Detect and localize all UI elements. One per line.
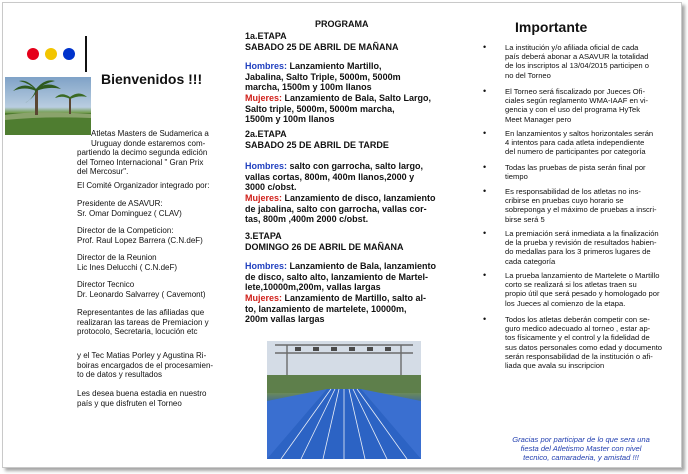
farewell-line: Les desea buena estadia en nuestro: [77, 389, 207, 398]
bullet-line: liada que avala su inscripcion: [505, 361, 605, 371]
bullet-line: guro medico adecuado al torneo , estar ap-: [505, 324, 651, 334]
bullet-line: tos físicamente y el control y la fidelidad de: [505, 333, 650, 343]
welcome-column: [3, 3, 235, 467]
president-role: Presidente de ASAVUR:: [77, 199, 163, 208]
women-label: Mujeres:: [245, 193, 283, 203]
bullet-item: [479, 187, 679, 224]
athletics-track-photo: [267, 341, 421, 459]
men-events: marcha, 1500m y 100m llanos: [245, 82, 372, 93]
meeting-director-block: [77, 253, 233, 272]
intro-line: del Torneo Internacional " Gran Prix: [77, 157, 204, 167]
women-events: Lanzamiento de Martillo, salto al-: [282, 293, 427, 303]
bullet-line: do medallas para los 3 primeros lugares de: [505, 247, 651, 257]
men-events: lete,10000m,200m, vallas largas: [245, 282, 381, 293]
women-events: de jabalina, salto con garrocha, vallas cor-: [245, 203, 427, 214]
men-events: Lanzamiento Martillo,: [287, 61, 382, 71]
technicians-block: [77, 351, 233, 380]
technicians-line: y el Tec Matias Porley y Agustina Ri-: [77, 351, 207, 360]
bullet-item: [479, 163, 679, 181]
women-label: Mujeres:: [245, 93, 283, 103]
stage-2-women: [245, 193, 455, 225]
color-dots: [27, 47, 81, 61]
representatives-line: realizaran las tareas de Premiacion y: [77, 317, 209, 327]
bullet-line: En lanzamientos y saltos horizontales serán: [505, 129, 654, 138]
stage-2-name: 2a.ETAPA: [245, 129, 287, 139]
representatives-line: Representantes de las afiliadas que: [77, 308, 205, 317]
bullet-item: [479, 315, 679, 370]
bullet-line: corto se realizará si los atletas traen su: [505, 280, 637, 290]
meeting-director-role: Director de la Reunion: [77, 253, 157, 262]
men-events: Lanzamiento de Bala, lanzamiento: [287, 261, 437, 271]
program-title: PROGRAMA: [315, 19, 369, 29]
women-events: tas, 800m ,400m 2000 c/obst.: [245, 214, 369, 225]
bullet-line: serán responsabilidad de la institución o afi-: [505, 351, 653, 361]
thanks-line: tecnico, camaraderia, y amistad !!!: [523, 453, 639, 463]
technicians-line: boiras encargados de el procesamien-: [77, 360, 214, 370]
palm-park-photo: [5, 77, 91, 135]
competition-director-name: Prof. Raul Lopez Barrera (C.N.deF): [77, 235, 203, 245]
meeting-director-name: Lic Ines Delucchi ( C.N.deF): [77, 262, 178, 272]
bullet-line: Todos los atletas deberán competir con se-: [505, 315, 650, 324]
bullet-line: cada categoría: [505, 256, 556, 266]
stage-1-women: [245, 93, 455, 125]
men-label: Hombres:: [245, 261, 288, 271]
men-events: vallas cortas, 800m, 400m llanos,2000 y: [245, 171, 415, 182]
bullet-line: sobreponga y el máximo de pruebas a inscri-: [505, 205, 657, 215]
bullet-icon: •: [483, 228, 487, 238]
stage-1-name: 1a.ETAPA: [245, 31, 287, 41]
important-column: [465, 3, 683, 467]
women-events: Lanzamiento de Bala, Salto Largo,: [282, 93, 432, 103]
stage-3-date: DOMINGO 26 DE ABRIL DE MAÑANA: [245, 241, 404, 252]
bullet-line: La prueba lanzamiento de Martelete o Martillo: [505, 271, 660, 280]
men-events: salto con garrocha, salto largo,: [287, 161, 424, 171]
bullet-line: no del Torneo: [505, 70, 551, 80]
bullet-line: país deberá abonar a ASAVUR la totalidad: [505, 52, 649, 62]
welcome-title: Bienvenidos !!!: [101, 71, 203, 87]
brochure-page: [2, 2, 682, 468]
stage-1-date: SABADO 25 DE ABRIL DE MAÑANA: [245, 41, 399, 52]
bullet-line: Es responsabilidad de los atletas no ins-: [505, 187, 641, 196]
women-label: Mujeres:: [245, 293, 283, 303]
president-name: Sr. Omar Dominguez ( CLAV): [77, 208, 182, 218]
women-events: 1500m y 100m llanos: [245, 114, 335, 125]
technicians-line: to de datos y resultados: [77, 370, 162, 380]
stage-3-header: [245, 231, 463, 252]
technical-director-block: [77, 280, 233, 299]
bullet-icon: •: [483, 86, 487, 96]
bullet-line: ciales según reglamento WMA-IAAF en vi-: [505, 96, 649, 106]
women-events: Lanzamiento de disco, lanzamiento: [282, 193, 436, 203]
bullet-line: del numero de participantes por categoría: [505, 147, 646, 157]
men-events: de disco, salto alto, lanzamiento de Martel-: [245, 271, 429, 282]
men-label: Hombres:: [245, 161, 288, 171]
bullet-line: birse será 5: [505, 214, 545, 224]
bullet-line: propio útil que será pesado y homologado por: [505, 289, 660, 299]
intro-line: del Mercosur".: [77, 167, 129, 177]
bullet-icon: •: [483, 186, 487, 196]
bullet-line: sus datos personales como edad y documento: [505, 342, 663, 352]
bullet-item: [479, 87, 679, 124]
welcome-intro: [65, 129, 233, 191]
men-events: Jabalina, Salto Triple, 5000m, 5000m: [245, 71, 401, 82]
program-column: [235, 3, 465, 467]
intro-line: Uruguay donde estaremos com-: [91, 138, 206, 148]
bullet-line: los Jueces al comienzo de la etapa.: [505, 298, 626, 308]
farewell-block: [77, 389, 233, 408]
technical-director-name: Dr. Leonardo Salvarrey ( Cavemont): [77, 289, 206, 299]
president-block: [77, 199, 233, 218]
stage-3-men: [245, 261, 455, 293]
stage-2-date: SABADO 25 DE ABRIL DE TARDE: [245, 139, 389, 150]
bullet-line: 4 intentos para cada atleta independiente: [505, 138, 645, 148]
bullet-icon: •: [483, 162, 487, 172]
bullet-line: tiempo: [505, 172, 528, 182]
bullet-line: cribirse en pruebas cuyo horario se: [505, 196, 624, 206]
yellow-dot-icon: [45, 48, 57, 60]
bullet-line: La premiación será inmediata a la finalización: [505, 229, 659, 238]
committee-heading: El Comité Organizador integrado por:: [77, 180, 210, 190]
bullet-item: [479, 229, 679, 266]
bullet-item: [479, 129, 679, 157]
intro-line: Atletas Masters de Sudamerica a: [91, 129, 209, 138]
red-dot-icon: [27, 48, 39, 60]
thanks-note: [501, 435, 661, 463]
women-events: Salto triple, 5000m, 5000m marcha,: [245, 103, 395, 114]
thanks-line: Gracias por participar de lo que sera una: [512, 435, 650, 444]
bullet-line: Todas las pruebas de pista serán final por: [505, 163, 646, 172]
women-events: to, lanzamiento de martelete, 10000m,: [245, 303, 407, 314]
blue-dot-icon: [63, 48, 75, 60]
thanks-line: fiesta del Atletismo Master con nivel: [520, 444, 642, 454]
representatives-line: protocolo, Secretaria, locución etc: [77, 327, 198, 337]
competition-director-block: [77, 226, 233, 245]
stage-2-header: [245, 129, 463, 150]
men-events: 3000 c/obst.: [245, 182, 297, 193]
competition-director-role: Director de la Competicion:: [77, 226, 174, 235]
bullet-icon: •: [483, 314, 487, 324]
technical-director-role: Director Tecnico: [77, 280, 135, 289]
women-events: 200m vallas largas: [245, 314, 325, 325]
bullet-line: gencia y con el uso del programa HyTek: [505, 105, 641, 115]
bullet-item: [479, 271, 679, 308]
stage-3-name: 3.ETAPA: [245, 231, 282, 241]
stage-3-women: [245, 293, 455, 325]
bullet-line: de los inscriptos al 13/04/2015 participen o: [505, 61, 649, 71]
vertical-divider: [85, 36, 87, 72]
important-title: Importante: [515, 19, 588, 35]
bullet-icon: •: [483, 128, 487, 138]
bullet-item: [479, 43, 679, 80]
stage-2-men: [245, 161, 455, 193]
bullet-line: La institución y/o afiliada oficial de cada: [505, 43, 639, 52]
stage-1-men: [245, 61, 455, 93]
farewell-line: país y que disfruten el Torneo: [77, 398, 182, 408]
intro-line: partiendo la decimo segunda edición: [77, 148, 208, 158]
bullet-icon: •: [483, 270, 487, 280]
bullet-icon: •: [483, 42, 487, 52]
men-label: Hombres:: [245, 61, 288, 71]
bullet-line: de la prueba y revisión de resultados habien-: [505, 238, 657, 248]
stage-1-header: [245, 31, 463, 52]
bullet-line: Meet Manager pero: [505, 114, 572, 124]
bullet-line: El Torneo será fiscalizado por Jueces Ofi-: [505, 87, 645, 96]
representatives-block: [77, 308, 233, 337]
